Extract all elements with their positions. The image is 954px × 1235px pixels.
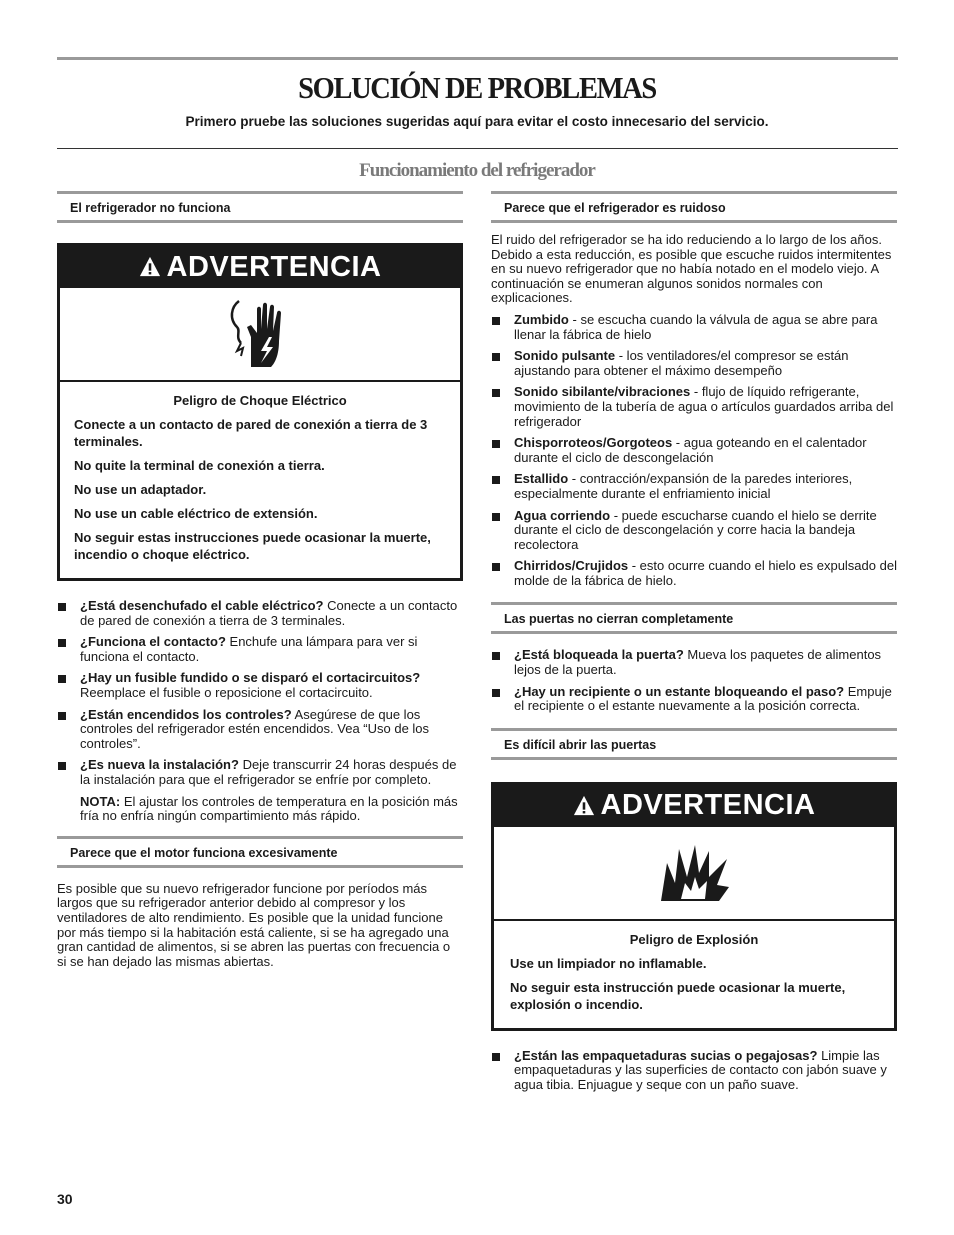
noise-list [491,313,897,589]
list-item: ¿Está bloqueada la puerta? Mueva los paquetes de alimentos lejos de la puerta. [491,648,897,677]
subhead-hard-to-open: Es difícil abrir las puertas [491,728,897,760]
list-item: ¿Funciona el contacto? Enchufe una lámpara para ver si funciona el contacto. [57,635,463,664]
list-item: ¿Hay un recipiente o un estante bloqueando el paso? Empuje el recipiente o el estante nuevamente a la posición correcta. [491,685,897,714]
header-divider [57,148,898,149]
subhead-doors: Las puertas no cierran completamente [491,602,897,634]
warning-banner: ADVERTENCIA [60,246,460,288]
explosion-warning-box [491,782,897,1031]
list-item: Sonido sibilante/vibraciones - flujo de líquido refrigerante, movimiento de la tubería de agua o artículos guardados arriba del refrigerador [491,385,897,429]
list-item: Sonido pulsante - los ventiladores/el compresor se están ajustando para obtener el máximo desempeño [491,349,897,378]
warning-line: No use un adaptador. [74,482,207,497]
shock-warning-box [57,243,463,581]
page-title: SOLUCIÓN DE PROBLEMAS [298,70,656,105]
warning-triangle-icon [573,795,595,817]
explosion-icon-area [494,827,894,921]
list-item: ¿Es nueva la instalación? Deje transcurrir 24 horas después de la instalación para que el refrigerador se enfríe por completo. [57,758,463,787]
noise-paragraph: El ruido del refrigerador se ha ido reduciendo a lo largo de los años. Debido a esta reducción, es posible que escuche ruidos intermitentes en su nuevo refrigerador que no había notado en el modelo viejo. A continuación se enumeran algunos sonidos normales con explicaciones. [491,232,892,306]
explosion-icon [657,843,731,903]
note: NOTA: El ajustar los controles de temperatura en la posición más fría no enfría ningún compartimiento más rápido. [80,793,458,824]
list-item: Chirridos/Crujidos - esto ocurre cuando el hielo es expulsado del molde de la fábrica de hielo. [491,559,897,588]
subhead-motor: Parece que el motor funciona excesivamente [57,836,463,868]
list-item: Zumbido - se escucha cuando la válvula de agua se abre para llenar la fábrica de hielo [491,313,897,342]
page-number: 30 [57,1191,73,1207]
doors-list [491,648,897,713]
list-item: ¿Hay un fusible fundido o se disparó el cortacircuitos? Reemplace el fusible o reposicione el cortacircuito. [57,671,463,700]
warning-heading: Peligro de Choque Eléctrico [173,393,347,408]
list-item: ¿Están encendidos los controles? Asegúrese de que los controles del refrigerador estén encendidos. Vea “Uso de los controles”. [57,708,463,752]
warning-heading: Peligro de Explosión [629,931,759,947]
warning-line: No seguir estas instrucciones puede ocasionar la muerte, incendio o choque eléctrico. [74,530,431,562]
right-column [491,191,897,1100]
list-item: Agua corriendo - puede escucharse cuando el hielo se derrite durante el ciclo de descongelación y corre hacia la bandeja recolectora [491,509,897,553]
list-item: Chisporroteos/Gorgoteos - agua goteando en el calentador durante el ciclo de descongelación [491,436,897,465]
warning-body [60,382,460,578]
warning-line: Use un limpiador no inflamable. [510,955,707,971]
warning-line: No seguir esta instrucción puede ocasionar la muerte, explosión o incendio. [510,979,846,1012]
warning-line: Conecte a un contacto de pared de conexión a tierra de 3 terminales. [74,417,428,449]
warning-line: No quite la terminal de conexión a tierra. [74,458,325,473]
list-item: ¿Están las empaquetaduras sucias o pegajosas? Limpie las empaquetaduras y las superficies de contacto con jabón suave y agua tibia. Enjuague y seque con un paño suave. [491,1049,897,1093]
list-item: Estallido - contracción/expansión de la paredes interiores, especialmente durante el enfriamiento inicial [491,472,897,501]
left-column [57,191,463,976]
warning-body [494,921,894,1028]
section-title: Funcionamiento del refrigerador [359,160,595,181]
gasket-list [491,1049,897,1093]
page-subtitle: Primero pruebe las soluciones sugeridas aquí para evitar el costo innecesario del servicio. [185,114,769,129]
shock-icon-area [60,288,460,382]
not-working-list [57,599,463,788]
warning-line: No use un cable eléctrico de extensión. [74,506,318,521]
electric-shock-hand-icon [225,297,295,371]
motor-paragraph: Es posible que su nuevo refrigerador funcione por períodos más largos que su refrigerador anterior debido al compresor y los ventiladores de alto rendimiento. Es posible que la unidad funcione por más tiempo si la habitación está caliente, si se ha agregado una gran cantidad de alimentos, si se abren las puertas con frecuencia o si se han dejado las mismas abiertas. [57,880,451,969]
warning-banner: ADVERTENCIA [494,785,894,827]
warning-triangle-icon [139,256,161,278]
subhead-noisy: Parece que el refrigerador es ruidoso [491,191,897,223]
list-item: ¿Está desenchufado el cable eléctrico? Conecte a un contacto de pared de conexión a tierra de 3 terminales. [57,599,463,628]
top-rule [57,57,898,60]
subhead-not-working: El refrigerador no funciona [57,191,463,223]
